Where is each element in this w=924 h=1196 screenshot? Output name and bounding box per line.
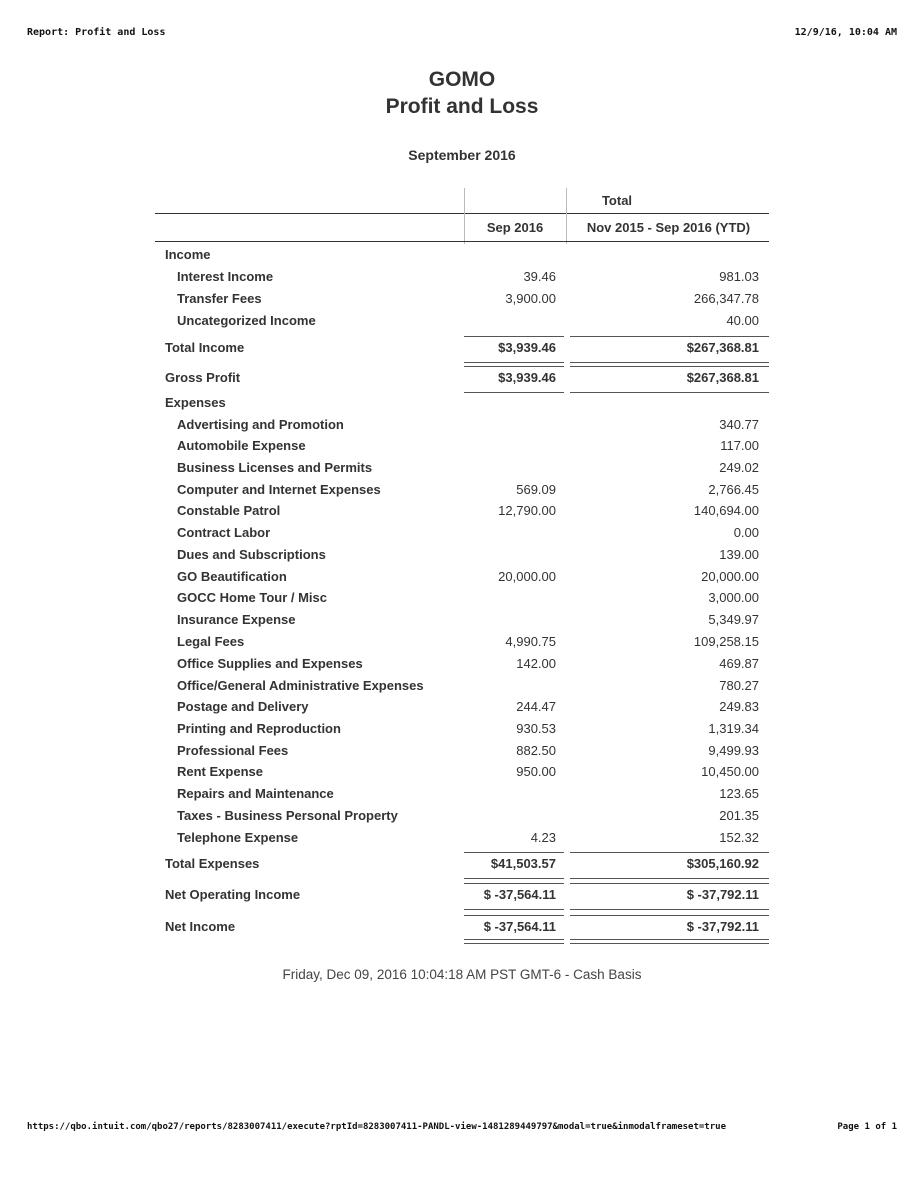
- row-value-sep-2016: 882.50: [516, 743, 556, 758]
- row-label: Legal Fees: [177, 634, 245, 649]
- row-value-sep-2016: 20,000.00: [498, 569, 556, 584]
- report-title: Profit and Loss: [385, 95, 539, 118]
- report-period: September 2016: [408, 147, 516, 163]
- row-label: Transfer Fees: [177, 291, 262, 306]
- table-row: [155, 291, 769, 312]
- row-value-ytd: 109,258.15: [693, 634, 759, 649]
- row-value-sep-2016: 930.53: [516, 721, 556, 736]
- total-row: [155, 340, 769, 361]
- total-rule: [464, 366, 769, 367]
- row-label: Rent Expense: [177, 764, 263, 779]
- row-value-sep-2016: 4,990.75: [505, 634, 556, 649]
- total-row: [155, 370, 769, 391]
- print-footer-page: Page 1 of 1: [837, 1122, 897, 1132]
- row-value-ytd: 5,349.97: [708, 612, 759, 627]
- row-value-sep-2016: 4.23: [530, 830, 556, 845]
- total-rule: [464, 852, 769, 853]
- row-value-ytd: 249.02: [719, 460, 759, 475]
- row-value-ytd: $267,368.81: [686, 370, 759, 385]
- row-value-ytd: 117.00: [720, 438, 759, 453]
- row-value-ytd: 469.87: [719, 656, 759, 671]
- header-divider: [464, 188, 465, 244]
- table-row: [155, 313, 769, 334]
- total-rule: [464, 883, 769, 884]
- table-row: [155, 678, 769, 699]
- total-rule: [464, 362, 769, 363]
- row-value-ytd: 266,347.78: [693, 291, 759, 306]
- table-row: [155, 525, 769, 546]
- table-row: [155, 438, 769, 459]
- total-row: [155, 856, 769, 877]
- row-value-ytd: 1,319.34: [708, 721, 759, 736]
- row-value-sep-2016: $ -37,564.11: [483, 887, 556, 902]
- total-rule: [464, 909, 769, 910]
- row-value-ytd: 981.03: [719, 269, 759, 284]
- row-value-ytd: 201.35: [719, 808, 759, 823]
- total-row: [155, 919, 769, 940]
- row-label: Expenses: [165, 395, 226, 410]
- table-row: [155, 547, 769, 568]
- column-header-sep-2016: Sep 2016: [486, 220, 544, 235]
- row-value-ytd: $267,368.81: [686, 340, 759, 355]
- row-label: Telephone Expense: [177, 830, 299, 845]
- row-value-ytd: 40.00: [726, 313, 759, 328]
- row-value-ytd: 20,000.00: [701, 569, 759, 584]
- row-value-ytd: $ -37,792.11: [686, 919, 759, 934]
- table-row: [155, 417, 769, 438]
- row-label: Total Expenses: [165, 856, 260, 871]
- total-rule: [464, 392, 769, 393]
- print-header-title: Report: Profit and Loss: [27, 27, 166, 38]
- row-label: GOCC Home Tour / Misc: [177, 590, 327, 605]
- table-row: [155, 634, 769, 655]
- header-top-rule: [155, 213, 769, 214]
- table-row: [155, 460, 769, 481]
- table-row: [155, 269, 769, 290]
- row-label: Constable Patrol: [177, 503, 281, 518]
- row-label: Income: [165, 247, 211, 262]
- table-row: [155, 808, 769, 829]
- row-label: GO Beautification: [177, 569, 287, 584]
- row-value-ytd: 0.00: [733, 525, 759, 540]
- row-label: Professional Fees: [177, 743, 289, 758]
- header-bottom-rule: [155, 241, 769, 242]
- row-label: Dues and Subscriptions: [177, 547, 326, 562]
- row-label: Insurance Expense: [177, 612, 296, 627]
- row-label: Total Income: [165, 340, 245, 355]
- print-footer-url: https://qbo.intuit.com/qbo27/reports/8283007411/execute?rptId=8283007411-PANDL-view-1481289449797&modal=true&inmodalframeset=true: [27, 1122, 726, 1132]
- row-value-ytd: 140,694.00: [693, 503, 759, 518]
- row-label: Office/General Administrative Expenses: [177, 678, 424, 693]
- row-label: Taxes - Business Personal Property: [177, 808, 398, 823]
- row-value-ytd: 139.00: [719, 547, 759, 562]
- section-header-row: [155, 247, 769, 268]
- row-label: Repairs and Maintenance: [177, 786, 334, 801]
- print-header-datetime: 12/9/16, 10:04 AM: [794, 27, 897, 38]
- row-label: Automobile Expense: [177, 438, 306, 453]
- row-value-ytd: 152.32: [719, 830, 759, 845]
- table-row: [155, 699, 769, 720]
- total-rule: [464, 915, 769, 916]
- row-label: Gross Profit: [165, 370, 241, 385]
- row-label: Advertising and Promotion: [177, 417, 344, 432]
- table-row: [155, 830, 769, 851]
- table-row: [155, 743, 769, 764]
- table-row: [155, 612, 769, 633]
- section-header-row: [155, 395, 769, 416]
- row-value-ytd: 10,450.00: [701, 764, 759, 779]
- row-value-ytd: $305,160.92: [686, 856, 759, 871]
- total-rule: [464, 878, 769, 879]
- header-divider: [566, 188, 567, 244]
- table-row: [155, 569, 769, 590]
- table-row: [155, 656, 769, 677]
- company-name: GOMO: [428, 68, 496, 91]
- row-label: Uncategorized Income: [177, 313, 316, 328]
- row-value-sep-2016: $3,939.46: [498, 340, 556, 355]
- row-value-sep-2016: 244.47: [516, 699, 556, 714]
- table-row: [155, 721, 769, 742]
- row-label: Business Licenses and Permits: [177, 460, 373, 475]
- row-label: Printing and Reproduction: [177, 721, 341, 736]
- row-value-ytd: 3,000.00: [708, 590, 759, 605]
- row-value-ytd: 249.83: [719, 699, 759, 714]
- column-header-ytd: Nov 2015 - Sep 2016 (YTD): [586, 220, 751, 235]
- report-timestamp: Friday, Dec 09, 2016 10:04:18 AM PST GMT-6 - Cash Basis: [282, 967, 642, 982]
- table-row: [155, 503, 769, 524]
- row-value-sep-2016: 950.00: [516, 764, 556, 779]
- row-value-sep-2016: 142.00: [516, 656, 556, 671]
- total-rule: [464, 336, 769, 337]
- row-value-sep-2016: 569.09: [516, 482, 556, 497]
- table-row: [155, 590, 769, 611]
- column-group-header: Total: [601, 193, 633, 208]
- row-label: Computer and Internet Expenses: [177, 482, 381, 497]
- row-value-ytd: $ -37,792.11: [686, 887, 759, 902]
- row-value-sep-2016: 12,790.00: [498, 503, 556, 518]
- table-row: [155, 764, 769, 785]
- row-value-ytd: 123.65: [719, 786, 759, 801]
- row-label: Net Income: [165, 919, 236, 934]
- row-value-ytd: 2,766.45: [708, 482, 759, 497]
- row-value-sep-2016: $ -37,564.11: [483, 919, 556, 934]
- row-value-sep-2016: 3,900.00: [505, 291, 556, 306]
- row-label: Interest Income: [177, 269, 274, 284]
- row-value-sep-2016: $3,939.46: [498, 370, 556, 385]
- row-label: Net Operating Income: [165, 887, 301, 902]
- row-value-ytd: 9,499.93: [708, 743, 759, 758]
- row-value-ytd: 340.77: [719, 417, 759, 432]
- table-row: [155, 786, 769, 807]
- net-income-double-rule: [464, 939, 769, 944]
- total-row: [155, 887, 769, 908]
- row-value-sep-2016: 39.46: [523, 269, 556, 284]
- row-label: Contract Labor: [177, 525, 271, 540]
- row-value-ytd: 780.27: [719, 678, 759, 693]
- row-label: Postage and Delivery: [177, 699, 309, 714]
- row-label: Office Supplies and Expenses: [177, 656, 363, 671]
- row-value-sep-2016: $41,503.57: [490, 856, 556, 871]
- table-row: [155, 482, 769, 503]
